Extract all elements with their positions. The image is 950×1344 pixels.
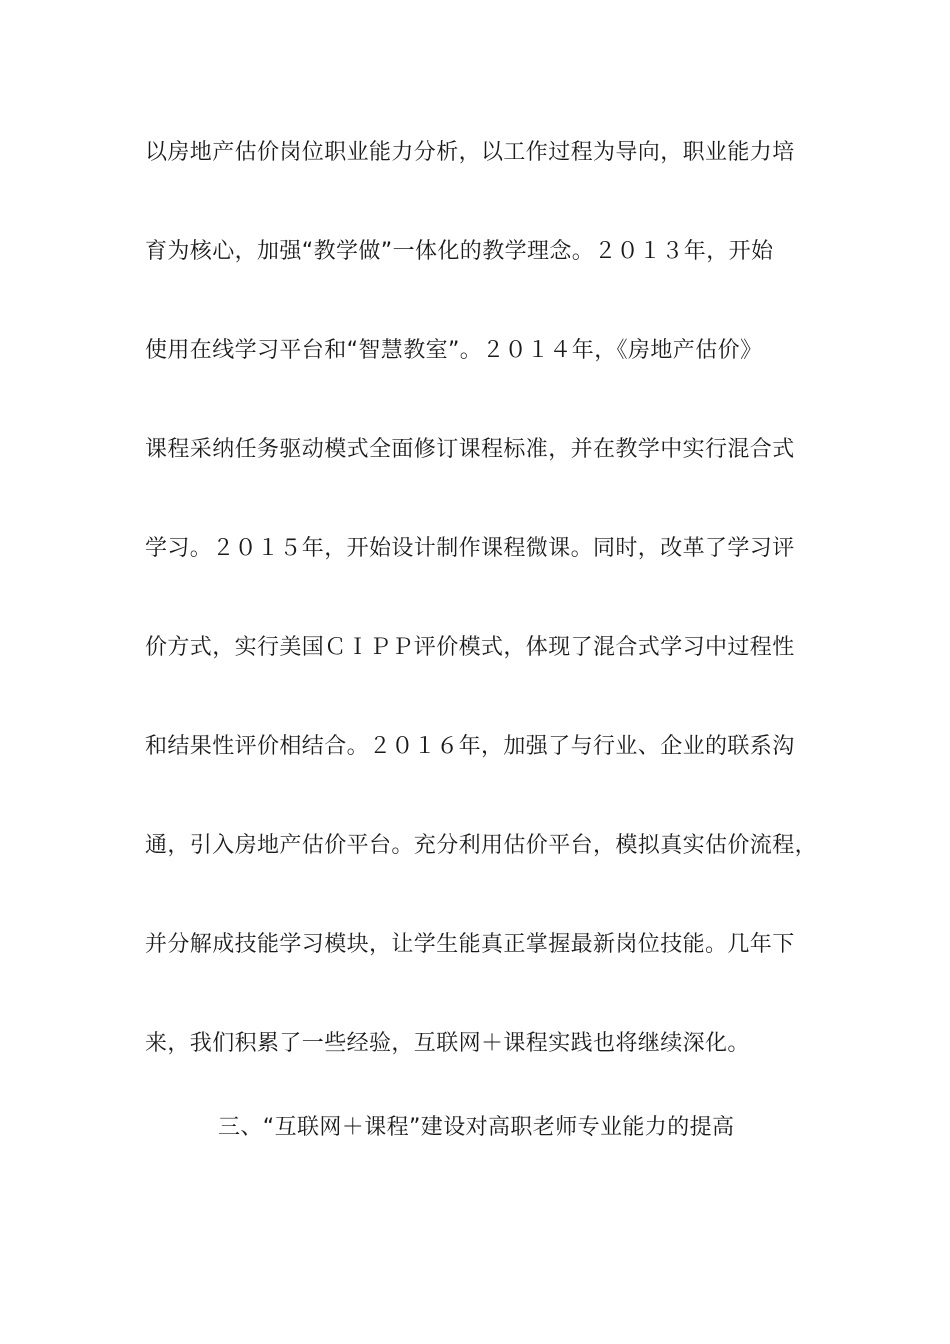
- paragraph-line-4: 课程采纳任务驱动模式全面修订课程标准，并在教学中实行混合式: [145, 437, 795, 462]
- section-heading: 三、“互联网＋课程”建设对高职老师专业能力的提高: [218, 1115, 735, 1140]
- paragraph-line-2: 育为核心，加强“教学做”一体化的教学理念。２０１３年，开始: [145, 239, 774, 264]
- paragraph-line-3: 使用在线学习平台和“智慧教室”。２０１４年，《房地产估价》: [145, 338, 763, 363]
- paragraph-line-5: 学习。２０１５年，开始设计制作课程微课。同时，改革了学习评: [145, 536, 795, 561]
- paragraph-line-1: 以房地产估价岗位职业能力分析，以工作过程为导向，职业能力培: [145, 140, 795, 165]
- paragraph-line-10: 来，我们积累了一些经验，互联网＋课程实践也将继续深化。: [145, 1031, 750, 1056]
- paragraph-line-8: 通，引入房地产估价平台。充分利用估价平台，模拟真实估价流程，: [145, 833, 818, 858]
- paragraph-line-9: 并分解成技能学习模块，让学生能真正掌握最新岗位技能。几年下: [145, 932, 795, 957]
- paragraph-line-7: 和结果性评价相结合。２０１６年，加强了与行业、企业的联系沟: [145, 734, 795, 759]
- paragraph-line-6: 价方式，实行美国ＣＩＰＰ评价模式，体现了混合式学习中过程性: [145, 635, 795, 660]
